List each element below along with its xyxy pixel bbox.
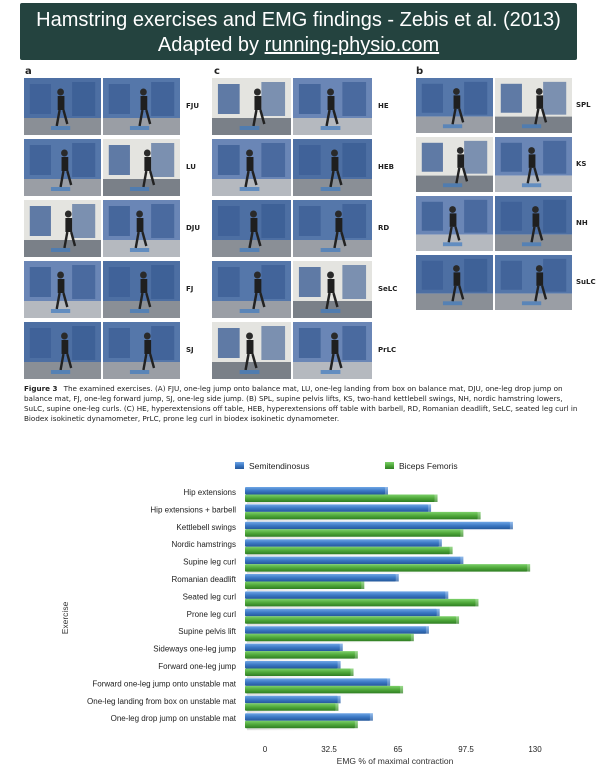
photo-heb-1 xyxy=(212,139,291,196)
bar-semitendinosus xyxy=(245,696,338,704)
code-ks: KS xyxy=(576,160,587,168)
bar-end-cap xyxy=(438,539,442,547)
bar-end-cap xyxy=(509,522,513,530)
photo-sulc-1 xyxy=(416,255,493,310)
category-label: Hip extensions xyxy=(183,488,236,497)
x-tick-label: 130 xyxy=(528,745,542,754)
bar-biceps-femoris xyxy=(245,495,435,503)
category-label: Romanian deadlift xyxy=(171,575,236,584)
code-lu: LU xyxy=(186,163,196,171)
photo-fj-2 xyxy=(103,261,180,318)
bar-end-cap xyxy=(455,616,459,624)
bar-end-cap xyxy=(386,678,390,686)
code-rd: RD xyxy=(378,224,390,232)
photo-selc-1 xyxy=(212,261,291,318)
bar-end-cap xyxy=(354,721,358,729)
photo-sulc-2 xyxy=(495,255,572,310)
x-tick-label: 0 xyxy=(262,745,268,754)
photo-he-2 xyxy=(293,78,372,135)
photo-lu-1 xyxy=(24,139,101,196)
category-label: Nordic hamstrings xyxy=(171,540,236,550)
category-label: Forward one-leg jump onto unstable mat xyxy=(92,679,236,689)
legend-label-biceps-femoris: Biceps Femoris xyxy=(399,461,458,471)
bar-end-cap xyxy=(526,564,530,572)
bar-biceps-femoris xyxy=(245,599,475,607)
category-label: Hip extensions + barbell xyxy=(150,505,236,515)
category-label: Seated leg curl xyxy=(182,592,236,602)
legend-swatch-semitendinosus xyxy=(235,462,244,469)
photo-nh-2 xyxy=(495,196,572,251)
bar-end-cap xyxy=(369,713,373,721)
bar-end-cap xyxy=(474,599,478,607)
banner-title: Hamstring exercises and EMG findings - Zebis et al. (2013) xyxy=(36,9,561,31)
photo-dju-1 xyxy=(24,200,101,257)
photo-he-1 xyxy=(212,78,291,135)
category-label: One-leg drop jump on unstable mat xyxy=(110,714,236,724)
bar-biceps-femoris xyxy=(245,529,460,537)
photo-rd-1 xyxy=(212,200,291,257)
bar-biceps-femoris xyxy=(245,547,450,555)
photo-heb-2 xyxy=(293,139,372,196)
category-label: Sideways one-leg jump xyxy=(153,644,236,654)
bar-semitendinosus xyxy=(245,661,338,669)
bar-semitendinosus xyxy=(245,609,437,617)
photo-spl-2 xyxy=(495,78,572,133)
panel-a-label: a xyxy=(25,66,32,77)
bar-semitendinosus xyxy=(245,574,396,582)
photo-rd-2 xyxy=(293,200,372,257)
code-nh: NH xyxy=(576,219,588,227)
bar-end-cap xyxy=(395,574,399,582)
code-sulc: SuLC xyxy=(576,278,596,286)
code-he: HE xyxy=(378,102,389,110)
category-label: Supine leg curl xyxy=(183,557,236,567)
photo-ks-2 xyxy=(495,137,572,192)
category-label: Supine pelvis lift xyxy=(178,627,236,637)
photo-prlc-1 xyxy=(212,322,291,379)
photo-lu-2 xyxy=(103,139,180,196)
bar-end-cap xyxy=(477,512,481,520)
bar-biceps-femoris xyxy=(245,721,355,729)
code-prlc: PrLC xyxy=(378,346,397,354)
bar-end-cap xyxy=(350,669,354,677)
bar-biceps-femoris xyxy=(245,669,351,677)
bar-semitendinosus xyxy=(245,539,439,547)
x-tick-label: 32.5 xyxy=(321,745,337,754)
x-tick-label: 65 xyxy=(393,745,403,754)
bar-semitendinosus xyxy=(245,644,340,652)
code-spl: SPL xyxy=(576,101,591,109)
bar-semitendinosus xyxy=(245,557,460,565)
bar-end-cap xyxy=(337,696,341,704)
photo-sj-2 xyxy=(103,322,180,379)
bar-end-cap xyxy=(339,644,343,652)
panel-c-label: c xyxy=(214,66,220,77)
category-label: Kettlebell swings xyxy=(176,522,236,532)
bar-biceps-femoris xyxy=(245,512,478,520)
photo-dju-2 xyxy=(103,200,180,257)
panel-b-label: b xyxy=(416,66,424,77)
photo-sj-1 xyxy=(24,322,101,379)
legend-label-semitendinosus: Semitendinosus xyxy=(249,461,310,471)
title-banner xyxy=(20,3,577,60)
code-fju: FJU xyxy=(186,102,200,110)
bar-end-cap xyxy=(425,626,429,634)
category-label: One-leg landing from box on unstable mat xyxy=(87,696,236,706)
bar-semitendinosus xyxy=(245,522,510,530)
category-label: Forward one-leg jump xyxy=(158,662,236,671)
bar-end-cap xyxy=(337,661,341,669)
code-fj: FJ xyxy=(186,285,194,293)
photo-fju-1 xyxy=(24,78,101,135)
bar-biceps-femoris xyxy=(245,564,527,572)
x-axis-title: EMG % of maximal contraction xyxy=(336,756,454,766)
bar-biceps-femoris xyxy=(245,634,411,642)
bar-end-cap xyxy=(459,557,463,565)
figure-caption xyxy=(24,384,580,424)
photo-ks-1 xyxy=(416,137,493,192)
bar-semitendinosus xyxy=(245,504,428,512)
photo-fju-2 xyxy=(103,78,180,135)
legend-swatch-biceps-femoris xyxy=(385,462,394,469)
bar-end-cap xyxy=(384,487,388,495)
bar-biceps-femoris xyxy=(245,616,456,624)
bar-semitendinosus xyxy=(245,591,445,599)
bar-end-cap xyxy=(434,495,438,503)
bar-end-cap xyxy=(436,609,440,617)
bar-end-cap xyxy=(354,651,358,659)
x-tick-label: 97.5 xyxy=(458,745,474,754)
bar-end-cap xyxy=(334,703,338,711)
bar-biceps-femoris xyxy=(245,686,400,694)
photo-fj-1 xyxy=(24,261,101,318)
emg-bar-chart xyxy=(0,440,602,768)
caption-label: Figure 3 xyxy=(24,384,58,393)
bar-end-cap xyxy=(427,504,431,512)
bar-semitendinosus xyxy=(245,678,387,686)
caption-text: The examined exercises. (A) FJU, one-leg jump onto balance mat, LU, one-leg landing from box on balance mat, DJU, one-leg drop jump on balance mat, FJ, one-leg forward jump, SJ, one-leg side jump. (B) SPL, supine pelvis lifts, KS, two-hand kettlebell swings, NH, nordic hamstring lowers, SuLC, supine one-leg curls. (C) HE, hyperextensions off table, HEB, hyperextensions off table with barbell, RD, Romanian deadlift, SeLC, seated leg curl in Biodex isokinetic dynamometer, PrLC, prone leg curl in biodex isokinetic dynamometer. xyxy=(24,384,578,423)
bar-biceps-femoris xyxy=(245,582,361,590)
code-dju: DJU xyxy=(186,224,201,232)
bar-biceps-femoris xyxy=(245,703,335,711)
category-label: Prone leg curl xyxy=(186,609,236,619)
adapted-prefix: Adapted by xyxy=(157,34,265,56)
code-selc: SeLC xyxy=(378,285,398,293)
photo-prlc-2 xyxy=(293,322,372,379)
code-sj: SJ xyxy=(186,346,194,354)
bar-end-cap xyxy=(444,591,448,599)
bar-end-cap xyxy=(399,686,403,694)
bar-end-cap xyxy=(449,547,453,555)
bar-biceps-femoris xyxy=(245,651,355,659)
y-axis-title: Exercise xyxy=(60,601,70,635)
photo-selc-2 xyxy=(293,261,372,318)
bar-end-cap xyxy=(360,582,364,590)
bar-end-cap xyxy=(459,529,463,537)
source-link[interactable]: running-physio.com xyxy=(264,34,440,56)
photo-nh-1 xyxy=(416,196,493,251)
bar-semitendinosus xyxy=(245,487,385,495)
code-heb: HEB xyxy=(378,163,394,171)
bar-end-cap xyxy=(410,634,414,642)
banner-subtitle xyxy=(20,34,577,56)
photo-spl-1 xyxy=(416,78,493,133)
bar-semitendinosus xyxy=(245,713,370,721)
bar-semitendinosus xyxy=(245,626,426,634)
